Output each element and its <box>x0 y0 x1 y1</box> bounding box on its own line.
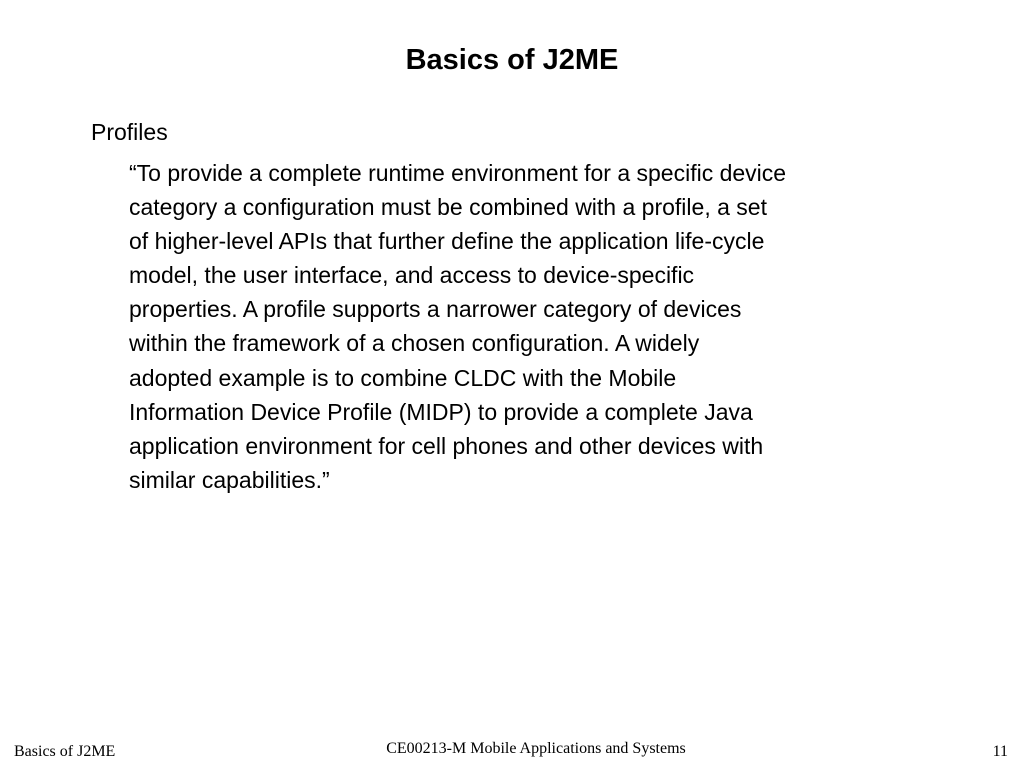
quote-paragraph <box>129 156 959 497</box>
quote-line: “To provide a complete runtime environment for a specific device <box>129 160 787 186</box>
footer-page-number: 11 <box>992 743 1008 760</box>
footer-left-title: Basics of J2ME <box>14 743 116 760</box>
quote-line: of higher-level APIs that further define the application life-cycle <box>129 228 765 255</box>
quote-line: application environment for cell phones and other devices with <box>129 432 764 459</box>
quote-line: Information Device Profile (MIDP) to provide a complete Java <box>129 398 753 425</box>
slide-title: Basics of J2ME <box>405 44 619 76</box>
quote-line: similar capabilities.” <box>129 466 330 493</box>
quote-line: properties. A profile supports a narrower category of devices <box>129 296 742 323</box>
footer-course-name: CE00213-M Mobile Applications and Systems <box>386 740 686 757</box>
bullet-profiles: Profiles <box>91 119 168 145</box>
quote-line: model, the user interface, and access to device-specific <box>129 262 695 289</box>
quote-line: within the framework of a chosen configuration. A widely <box>129 330 700 357</box>
quote-line: category a configuration must be combined with a profile, a set <box>129 194 767 221</box>
quote-line: adopted example is to combine CLDC with the Mobile <box>129 364 677 391</box>
